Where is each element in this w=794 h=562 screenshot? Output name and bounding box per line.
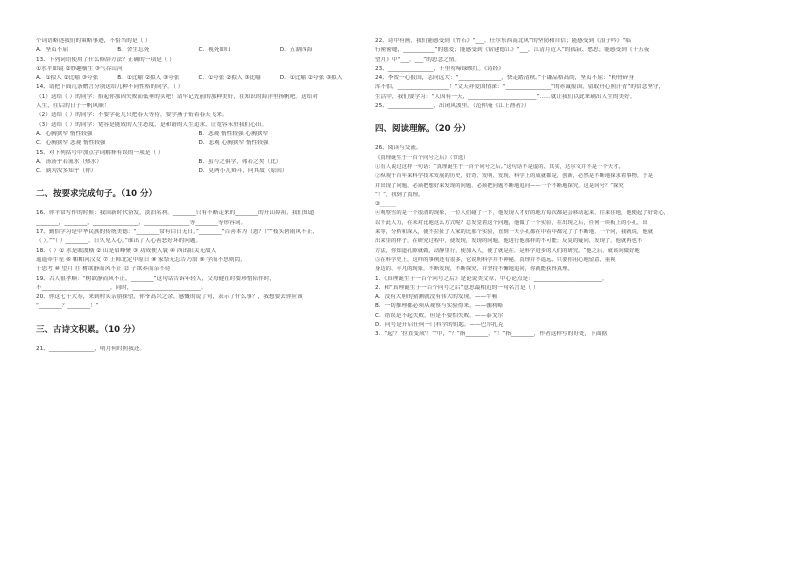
reading-q2-option-a: A．没有大胆的猜测就没有伟大的发现。——牛顿 — [375, 294, 498, 301]
q14-item-1: （1）送给（ ）的同学：抬起你那因失败而低垂的头吧！请牢记先前的那种美好，在知识的海洋里扬帆吧。送给对 — [36, 93, 318, 100]
left-column — [36, 38, 361, 355]
q13-options — [36, 75, 361, 84]
q17-line-1: 17、勤恰学习是中华民族的传统美德：“________常有白日无日，”________”百善本为（恩？）”“枝头碧雨风不止， — [36, 229, 319, 236]
q12-option-d: D．五湖四海 — [279, 47, 313, 54]
q18-line-3: 于思考 ⑩ 望月 ⑪ 树欲静而风不止 ⑫ 子欲养而亲不待 — [36, 266, 171, 273]
q13-items: ①水平如镜 ②妙趣横生 ③气吞山河 — [36, 65, 123, 72]
q18-line-1: 18、（ ）① 水是眼波横 ② 山是眉峰聚 ③ 功成便人寰 ④ 西出阳关无故人 — [36, 247, 217, 254]
q23: 23、________________，千里莺啼绿映红。《诗经》 — [375, 65, 504, 72]
q12-options — [36, 47, 361, 56]
q14-item-1-cont: 人生，往后的日子一帆风顺！ — [36, 103, 110, 110]
passage-para-5-line-2: 身边的、平凡的现象，不断发现，不断探究，并坚持不懈地追问，你就能获得真理。 — [375, 266, 573, 273]
q15-option-b: B．虽与之俱学，弗若之矣（比） — [198, 158, 282, 165]
q13-stem: 13、下列词语使用了什么修辞方法？正确的一项是（ ） — [36, 56, 175, 63]
q14-options-cd — [36, 140, 361, 149]
q13-option-d: D．①比喻 ②夸张 ③拟人 — [279, 75, 343, 82]
passage-para-2-line-2: 并出现了问题，必须把想好来发现的问题，必须把问题不断地追问——一个不断地探究，这是问号？”探究 — [375, 182, 624, 189]
q24-line-1: 24、李贺一心报国，志向远大：“_______________，快走踏清秋。”于谦品格高尚，坚贞不屈：“粉骨碎身 — [375, 75, 635, 82]
q14-item-3: （3）送给（ ）的同学：宽容是能成的人生态度，是和谐的人生追求，让宽容永驻我们心田。 — [36, 121, 268, 128]
q14-option-c: C．心胸狭窄 悲观 惰性较强 — [36, 140, 106, 147]
q22-line-2: 行密密缝，___________”的慈爱；能感受到《宿建德江》“___，江清月近人”的孤寂、愁思；能感受到《十五夜 — [375, 47, 650, 54]
q22-line-3: 望月》中“___，___”的思念之情。 — [375, 56, 461, 63]
q24-line-2: 浑不怕，__________________！”文天祥爱国情深：“________________”的赤诚报国，留取丹心照汗青”的信念坚守， — [375, 84, 665, 91]
q15-option-a: A．汤汤乎若流水（热水） — [36, 158, 102, 165]
section-4-title: 四、阅读理解。（20 分） — [375, 124, 471, 135]
right-column — [375, 38, 707, 341]
reading-q2-option-b: B．一切推理都必须从观察与实验得来。——伽利略 — [375, 303, 504, 310]
q12-continuation: 个词语略述我们的策略事迹，不恰当的是（ ） — [36, 38, 151, 44]
reading-q1: 1．《真理诞生于一百个问号之后》是论说类文章，中心论点是：________________________。 — [375, 275, 608, 282]
q15-stem: 15、对下列括号中加点字词解释有误的一项是（ ） — [36, 149, 164, 156]
q22-line-1: 22、诗中有画，我们能感受到《竹石》“___，任尔东西南北风”的坚韧和自信；能感受到《浪子吟》“临 — [375, 38, 631, 44]
section-3-title: 三、古诗文积累。（10 分） — [36, 324, 141, 335]
q12-option-a: A．坚贞不屈 — [36, 47, 69, 54]
passage-para-2-line-3: “！”，找到了真理。 — [375, 191, 424, 198]
q13-option-b: B．①比喻 ②拟人 ③夸张 — [117, 75, 180, 82]
q12-option-c: C．视死如归 — [198, 47, 231, 54]
q21: 21、________________，明月何时照我还。 — [36, 345, 146, 352]
q16-line-1: 16、你平常写作的时候：我国新时代奋发，淡泊名利。________只有不断走来的________的开山鼻祖，我们知道 — [36, 210, 315, 217]
q20-line-1: 20、你这七十大寿，来到村头亲朋探望，你爷高兴之余，感慨的说了句，表示了什么事？，我想要去你应该 — [36, 294, 303, 301]
passage-para-4-line-4: 出来里的样子，在研究过程中，使发现，发现的问题，他进行他那样的不可能；反复的疑问，发现了，他就再也不 — [375, 238, 643, 245]
reading-q2-option-c: C．错误是不起失败，但是不要怕失败。——泰戈尔 — [375, 312, 504, 319]
reading-q3: 3．“起‘？’拉直变成‘！’”中，“？”指________，“！”指________，作者这样写的好处，下面据 — [375, 331, 608, 338]
q13-option-c: C．①夸张 ②拟人 ③比喻 — [198, 75, 261, 82]
passage-para-4-line-2: 以千此人力，在未对比地这么方式呢？总发觉着这个问题，他做了一个实验，在出现之后，任何一块板上的小孔，出 — [375, 219, 648, 226]
passage-para-5-line-1: ⑤在科学史上，这样的事例还有很多，它说明科学并不神秘，真理并不遥远。只要你用心地留意，重视 — [375, 256, 616, 263]
q14-option-a: A．心胸狭窄 惰性较强 — [36, 130, 93, 137]
passage-title: 《真理诞生于一百个问号之后》（节选） — [375, 154, 469, 161]
passage-para-1: ①有人说过这样一句话：“真理诞生于一百个问号之后。”这句话不是虚的。其实，达尔文并不是一个天才。 — [375, 163, 624, 170]
q14-option-b: B．悲观 惰性较强 心胸狭窄 — [198, 130, 269, 137]
q18-line-2: 遥遥牵牛星 ⑥ 帕帕河汉女 ⑦ 王师北定中原日 ⑧ 家祭无忘告乃翁 ⑨ 学而不思则罔， — [36, 256, 246, 263]
q24-line-3: 生活中，我们要学习：“人因有一天，________________________”……就让我们以此来刷出人生的美好。 — [375, 93, 636, 100]
passage-para-4-line-3: 来等，分析和深入，使不拉扯了人家的比那个实验，直到一天小孔都在中看中都完了了不断地，一个问，我就说，他就 — [375, 229, 654, 236]
reading-q2: 2．和“真理诞生于一百个问号之后”意思最相近的一句名言是（ ） — [375, 284, 539, 291]
q15-options-cd — [36, 168, 361, 177]
reading-q2-option-d: D．问号是开启任何一门科学的钥匙。——巴尔扎克 — [375, 322, 504, 329]
passage-para-2-line-1: ②纵观千百年来科学技术发展的历史，好奇、发明、发现、科学上的成就都是，创新，必然是不断地探求着事物，于是 — [375, 173, 654, 180]
q14-options-ab — [36, 131, 361, 140]
q19-line-1: 19、古人很孝顺：“树欲静而风不止，________”这句话告诉年轻人，父母健在时要珍惜陪伴时， — [36, 275, 276, 282]
q20-line-2: “________？________！” — [36, 303, 99, 310]
passage-para-4-line-5: 方法，你知道孔隙就做，动静里行，使加入人，使了就是在，是科学进步的人们的研究。“他之后，就该向做好地 — [375, 247, 640, 254]
passage-para-3: ③______ — [375, 201, 396, 208]
q15-options-ab — [36, 159, 361, 168]
q13-option-a: A．①拟人 ②比喻 ③夸张 — [36, 75, 99, 82]
q17-line-2: （ ）。”“（ ）________，日久见人心。”谁出了人心善恶好坏的问题。 — [36, 238, 202, 245]
q15-option-c: C．孰为汝多知乎（你） — [36, 168, 97, 175]
q19-line-2: 不________________________，同时，________________________。 — [36, 284, 207, 291]
q25: 25、________________，出闭风波里。（范仲淹《江上渔者》） — [375, 103, 530, 110]
q15-option-d: D．見两小儿辩斗，问其故（原因） — [198, 168, 288, 175]
q14-stem: 14、请把下面几条赠言分别送给几种不同性格的同学。（ ） — [36, 84, 184, 91]
passage-para-4-line-1: ④观察雪的是一个很清的现象，一位人们碰了一下，他发现人才好的地方每次都是会移动起来，往来往地，他便起了好奇心， — [375, 210, 670, 217]
q16-line-2: ________，________，________________，________________等________等形容词。 — [36, 219, 247, 226]
q26-stem: 26、阅读与交流。 — [375, 145, 422, 152]
q14-option-d: D．悲观 心胸狭窄 惰性较强 — [198, 140, 269, 147]
q12-option-b: B．舍生忘死 — [117, 47, 150, 54]
q14-item-2: （2）送给（ ）的同学：不要学花儿只把春天等待，要学燕子衔着春天飞来。 — [36, 112, 228, 119]
section-2-title: 二、按要求完成句子。（10 分） — [36, 189, 158, 200]
